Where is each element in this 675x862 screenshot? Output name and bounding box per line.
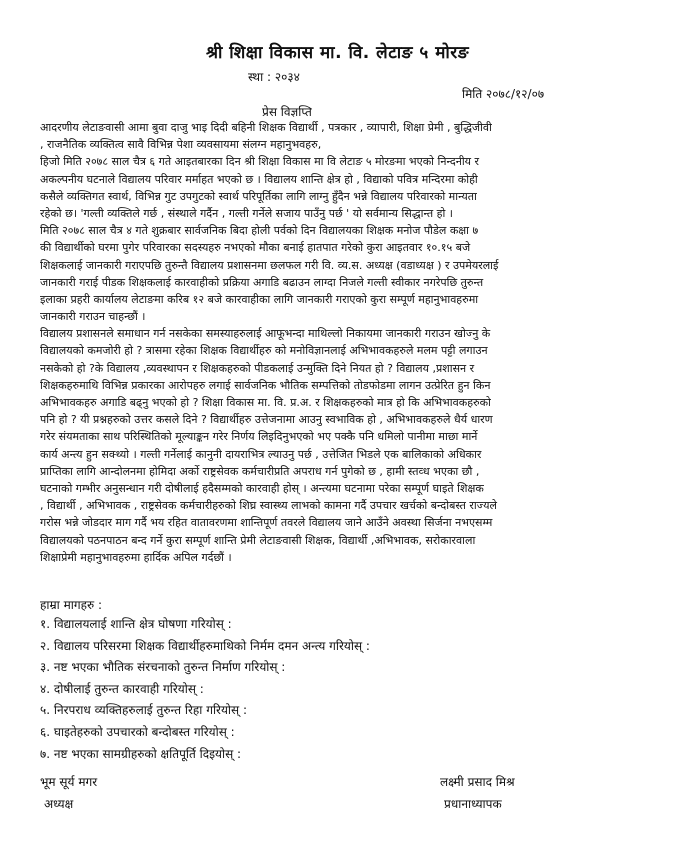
demand-item: ४. दोषीलाई तुरुन्त कारवाही गरियोस् :: [40, 681, 204, 696]
signature-chairperson: [40, 771, 97, 815]
body-line: गरेर संयमताका साथ परिस्थितिको मूल्याङ्कन गरेर निर्णय लिइदिनुभएको भए पक्कै पनि धमिलो पानीमा माछा मार्ने: [40, 430, 478, 444]
body-line: पनि हो ? यी प्रश्नहरुको उत्तर कसले दिने ? विद्यार्थीहरु उत्तेजनामा आउनु स्वभाविक हो , अभिभावकहरुले धैर्य धारण: [40, 413, 493, 427]
body-paragraphs: [40, 119, 645, 566]
demand-item: ७. नष्ट भएका सामग्रीहरुको क्षतिपूर्ति दिइयोस् :: [40, 746, 242, 761]
signatory-role: अध्यक्ष: [44, 797, 74, 811]
body-line: कसैले व्यक्तिगत स्वार्थ, विभिन्न गुट उपगुटको स्वार्थ परिपूर्तिका लागि लाग्नु हुँदैन भन्ने विद्यालय परिवारको मान्यता: [40, 189, 477, 203]
demands-list: [40, 614, 640, 765]
body-line: जानकारी गराउन चाहन्छौं ।: [40, 310, 146, 324]
demand-item: २. विद्यालय परिसरमा शिक्षक विद्यार्थीहरुमाथिको निर्मम दमन अन्त्य गरियोस् :: [40, 638, 370, 653]
demand-item: १. विद्यालयलाई शान्ति क्षेत्र घोषणा गरियोस् :: [40, 617, 232, 631]
signatory-role: प्रधानाध्यापक: [444, 797, 502, 811]
body-line: जानकारी गराई पीडक शिक्षकलाई कारवाहीको प्रक्रिया अगाडि बढाउन लाग्दा निजले गल्ती स्वीकार नगरेपछि तुरुन्त: [40, 275, 484, 289]
body-line: की विद्यार्थीको घरमा पुगेर परिवारका सदस्यहरु नभएको मौका बनाई हातपात गरेको कुरा आइतवार १०.१५ बजे: [40, 241, 471, 255]
release-date: मिति २०७८/१२/०७: [462, 87, 545, 101]
body-line: , राजनैतिक व्यक्तित्व सावै विभिन्न पेशा व्यवसायमा संलग्न महानुभवहरु,: [40, 138, 322, 152]
body-line: मिति २०७८ साल चैत्र ४ गते शुक्रबार सार्वजनिक बिदा होली पर्वको दिन विद्यालयका शिक्षक मनोज पौडेल कक्षा ७: [40, 224, 479, 238]
body-line: विद्यालय प्रशासनले समाधान गर्न नसकेका समस्याहरुलाई आफूभन्दा माथिल्लो निकायमा जानकारी गराउन खोज्नु के: [40, 327, 491, 341]
established-year: स्था : २०३४: [248, 70, 300, 84]
body-line: , विद्यार्थी , अभिभावक , राष्ट्रसेवक कर्मचारीहरुको शिघ्र स्वास्थ्य लाभको कामना गर्दै उपचार खर्चको बन्दोबस्त राज्यले: [40, 499, 497, 513]
demands-heading: हाम्रा मागहरु :: [40, 598, 103, 612]
press-release-heading: प्रेस विज्ञप्ति: [262, 105, 312, 119]
body-line: प्राप्तिका लागि आन्दोलनमा होमिदा अर्को राष्ट्रसेवक कर्मचारीप्रति अपराध गर्न पुगेको छ , हामी स्तव्ध भएका छौ ,: [40, 464, 480, 478]
body-line: कार्य अन्त्य हुन सक्थ्यो । गल्ती गर्नेलाई कानुनी दायराभित्र ल्याउनु पर्छ , उत्तेजित भिडले एक बालिकाको अधिकार: [40, 447, 482, 461]
body-line: अकल्पनीय घटनाले विद्यालय परिवार मर्माहत भएको छ । विद्यालय शान्ति क्षेत्र हो , विद्याको पवित्र मन्दिरमा कोही: [40, 172, 478, 186]
demand-item: ५. निरपराध व्यक्तिहरुलाई तुरुन्त रिहा गरियोस् :: [40, 703, 248, 718]
demand-item: ६. घाइतेहरुको उपचारको बन्दोबस्त गरियोस् :: [40, 724, 235, 739]
signature-headmaster: [440, 771, 515, 815]
body-line: शिक्षकलाई जानकारी गराएपछि तुरुन्तै विद्यालय प्रशासनमा छलफल गरी वि. व्य.स. अध्यक्ष (वडाध्यक्ष ) र उपमेयरलाई: [40, 258, 499, 272]
body-line: इलाका प्रहरी कार्यालय लेटाङमा करिब १२ बजे कारवाहीका लागि जानकारी गराएको कुरा सम्पूर्ण महानुभावहरुमा: [40, 292, 479, 306]
body-line: नसकेको हो ?के विद्यालय ,व्यवस्थापन र शिक्षकहरुको पीडकलाई उन्मुक्ति दिने नियत हो ? विद्यालय ,प्रशासन र: [40, 361, 475, 375]
body-line: घटनाको गम्भीर अनुसन्धान गरी दोषीलाई हदैसम्मको कारवाही होस् । अन्त्यमा घटनामा परेका सम्पूर्ण घाइते शिक्षक: [40, 481, 484, 495]
signatory-name: लक्ष्मी प्रसाद मिश्र: [440, 775, 515, 789]
body-line: रहेको छ। 'गल्ती व्यक्तिले गर्छ , संस्थाले गर्दैन , गल्ती गर्नेले सजाय पाउँनु पर्छ ' यो सर्वमान्य सिद्धान्त हो ।: [40, 206, 453, 220]
demand-item: ३. नष्ट भएका भौतिक संरचनाको तुरुन्त निर्माण गरियोस् :: [40, 660, 286, 675]
body-line: आदरणीय लेटाङवासी आमा बुवा दाजु भाइ दिदी बहिनी शिक्षक विद्यार्थी , पत्रकार , व्यापारी, शिक्षा प्रेमी , बुद्धिजीवी: [40, 121, 492, 134]
body-line: हिजो मिति २०७८ साल चैत्र ६ गते आइतबारका दिन श्री शिक्षा विकास मा वि लेटाङ ५ मोरङमा भएको निन्दनीय र: [40, 155, 480, 169]
body-line: विद्यालयको पठनपाठन बन्द गर्ने कुरा सम्पूर्ण शान्ति प्रेमी लेटाङवासी शिक्षक, विद्यार्थी ,अभिभावक, सरोकारवाला: [40, 533, 476, 547]
body-line: गरोस भन्ने जोडदार माग गर्दै भय रहित वातावरणमा शान्तिपूर्ण तवरले विद्यालय जाने आउँने अवस्था सिर्जना नभएसम्म: [40, 516, 493, 530]
body-line: शिक्षाप्रेमी महानुभावहरुमा हार्दिक अपिल गर्दछौं ।: [40, 550, 232, 564]
school-title: श्री शिक्षा विकास मा. वि. लेटाङ ५ मोरङ: [205, 43, 470, 63]
signatory-name: भूम सूर्य मगर: [40, 775, 98, 789]
body-line: अभिभावकहरु अगाडि बढ्नु भएको हो ? शिक्षा विकास मा. वि. प्र.अ. र शिक्षकहरुको मात्र हो कि अभिभावकहरुको: [40, 396, 491, 409]
body-line: शिक्षकहरुमाथि विभिन्न प्रकारका आरोपहरु लगाई सार्वजनिक भौतिक सम्पत्तिको तोडफोडमा लागन उत्प्रेरित हुन किन: [40, 378, 491, 392]
body-line: विद्यालयको कमजोरी हो ? त्रासमा रहेका शिक्षक विद्यार्थीहरु को मनोविज्ञानलाई अभिभावकहरुले मलम पट्टी लगाउन: [40, 344, 488, 358]
